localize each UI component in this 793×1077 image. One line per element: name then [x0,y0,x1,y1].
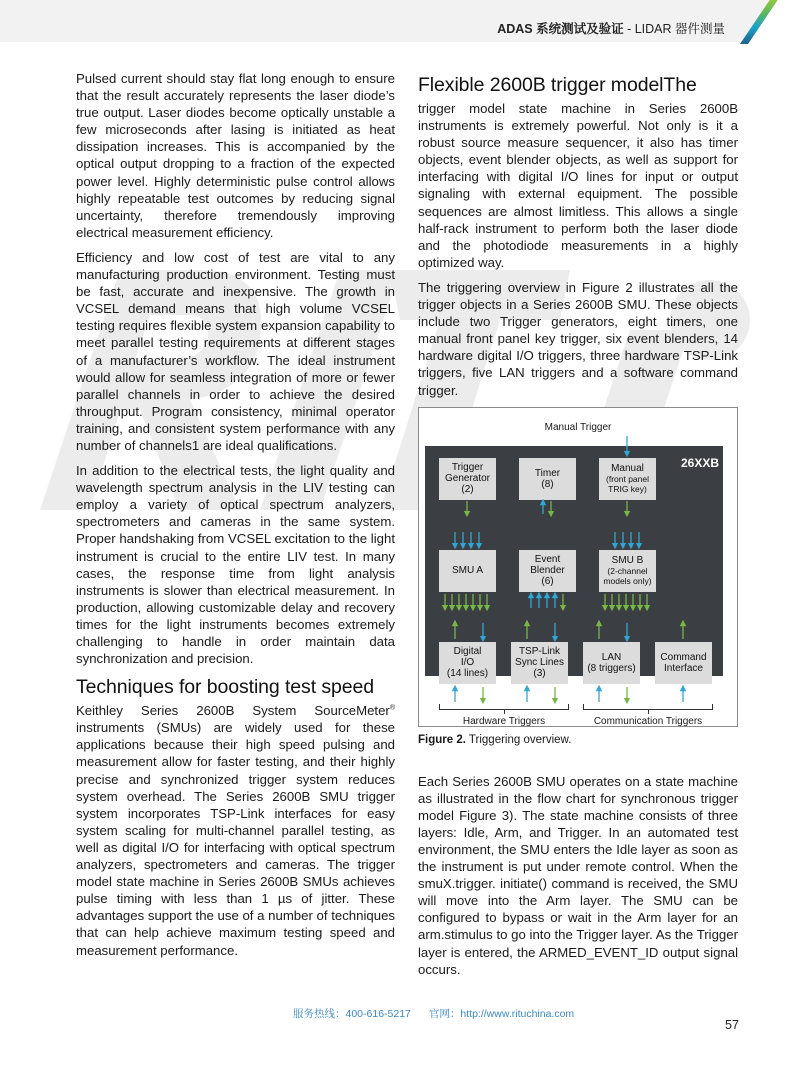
trigger-arrows-icon [419,408,739,728]
box-line: I/O [460,657,475,669]
paragraph-pulsed-current: Pulsed current should stay flat long enough to ensure that the result accurately represents the laser diode’s true output. Laser diodes become optically unstable a few microseconds after lasing is initiated as heat dissipation increases. This is accompanied by the optical output dropping to a fraction of the expected power level. Highly deterministic pulse control allows highly repeatable test outcomes by reducing signal uncertainty, therefore tremendously improving electrical measurement efficiency. [76,71,395,240]
figure-triggering-overview [418,407,738,727]
footer-website-link[interactable]: 官网：http://www.rituchina.com [428,1008,575,1020]
heading-flexible-trigger-model: Flexible 2600B trigger modelThe [418,74,697,96]
paragraph-light-quality: In addition to the electrical tests, the light quality and wavelength spectrum analysis in the LIV testing can employ a variety of optical spectrum analyzers, spectrometers and cameras in the same system. Proper handshaking from VCSEL excitation to the light instrument is crucial to the entire LIV test. In many cases, the response time from light analysis instruments is slower than electrical measurement. In production, allowing customizable delay and recovery times for the light instruments becomes extremely challenging to handle in order maintain data synchronization and precision. [76,463,395,667]
left-column [76,70,395,967]
paragraph-keithley [76,702,395,958]
box-line: Event [534,554,561,566]
paragraph-state-machine: Each Series 2600B SMU operates on a state machine as illustrated in the flow chart for synchronous trigger model Figure 3). The state machine consists of three layers: Idle, Arm, and Trigger. In an automated test environment, the SMU enters the Idle layer as soon as the instrument is put under remote control. When the smuX.trigger. initiate() command is received, the SMU will move into the Arm layer. The SMU can be configured to bypass or wait in the Arm layer for an arm.stimulus to go into the Trigger layer. As the Trigger layer is entered, the ARMED_EVENT_ID output signal occurs. [418,773,738,977]
box-line: (14 lines) [446,668,489,680]
running-header [497,19,725,37]
footer-hotline: 服务热线：400-616-5217 [293,1008,411,1020]
paragraph-trigger-model: trigger model state machine in Series 2600B instruments is extremely powerful. Not only is it a robust source measure sequencer, it also has timer objects, event blender objects, as well as support for interfacing with digital I/O lines for input or output signaling with external equipment. The possible sequences are almost limitless. This allows a single half-rack instrument to perform both the laser diode and the photodiode measurements in a highly optimized way. [418,101,738,270]
paragraph-triggering-overview: The triggering overview in Figure 2 illustrates all the trigger objects in a Series 2600B SMU. These objects include two Trigger generators, eight timers, one manual front panel key trigger, six event blenders, 14 hardware digital I/O triggers, three hardware TSP-Link triggers, five LAN triggers and a software command trigger. [418,279,738,398]
box-line: TSP-Link [518,646,561,658]
communication-triggers-label: Communication Triggers [593,715,703,727]
box-line: Generator [444,473,491,485]
figure-caption [418,733,738,747]
box-line: TRIG key) [608,484,647,495]
box-line: Manual [611,463,644,475]
heading-boosting-test-speed: Techniques for boosting test speed [76,676,374,699]
bracket-communication [583,704,713,710]
box-line: Trigger [451,462,484,474]
registered-mark: ® [389,704,395,712]
box-line: (2-channel [607,566,648,577]
keithley-text-start: Keithley Series 2600B System SourceMeter [76,703,390,719]
box-line: (8 triggers) [587,662,636,674]
bracket-hardware [439,704,569,710]
box-line: LAN [601,651,622,663]
model-label: 26XXB [680,455,719,470]
hardware-triggers-label: Hardware Triggers [462,715,546,727]
box-line: models only) [603,576,652,587]
box-line: Digital [453,646,482,658]
box-line: (front panel [606,474,649,485]
manual-trigger-label: Manual Trigger [544,421,612,433]
box-line: Sync Lines [515,657,564,669]
header-title-bold: ADAS 系统测试及验证 [497,22,624,36]
box-line: Timer [534,467,561,479]
paragraph-efficiency: Efficiency and low cost of test are vital to any manufacturing production environment. Testing must be fast, accurate and inexpensive. The growth in VCSEL demand means that high volume VCSEL testing requires flexible system expansion capability to meet parallel testing requirements at different stages of a manufacturer’s workflow. The ideal instrument would allow for seamless integration of more or fewer parallel channels in order to achieve the desired throughput. Program consistency, minimal operator training, and consistent system performance with any number of channels1 are ideal qualifications. [76,249,395,453]
box-line: (3) [533,668,546,680]
header-title-regular: LIDAR 器件测量 [634,22,725,36]
footer-contact [293,1006,592,1021]
caption-number: Figure 2. [418,733,466,746]
caption-text: Triggering overview. [465,733,572,746]
box-line: SMU A [451,565,484,577]
box-line: Blender [530,565,565,577]
right-column [418,70,738,986]
box-line: SMU B [611,555,644,567]
box-line: Command [660,651,707,663]
box-line: (6) [541,576,554,588]
header-separator: - [623,22,635,36]
keithley-text-rest: instruments (SMUs) are widely used for these applications because their high speed pulsing and measurement allow for faster testing, and their highly precise and synchronized trigger system reduces system overhead. The Series 2600B SMU trigger system incorporates TSP-Link interfaces for easy system scaling for multi-channel parallel testing, as well as digital I/O for interfacing with optical spectrum analyzers, spectrometers and cameras. The trigger model state machine in Series 2600B SMUs achieves pulse timing with less than 1 µs of jitter. These advantages support the use of a number of techniques that can help achieve maximum testing speed and measurement performance. [76,720,395,958]
page-number: 57 [725,1018,739,1032]
box-line: Interface [664,662,703,674]
box-line: (8) [541,478,554,490]
box-line: (2) [461,484,474,496]
